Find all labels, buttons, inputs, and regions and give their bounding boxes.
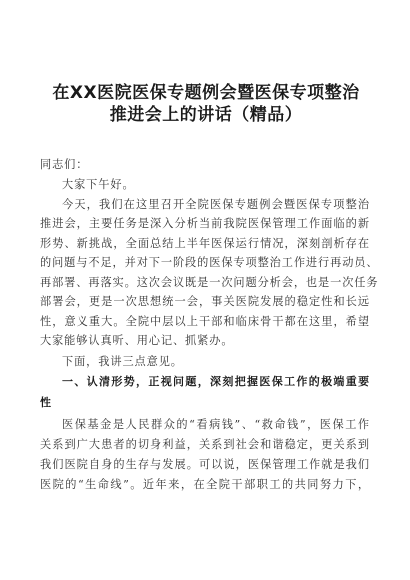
intro-line-7: 性，意义重大。全院中层以上干部和临床骨干都在这里，希望 — [40, 315, 370, 328]
intro-line-3: 形势、新挑战，全面总结上半年医保运行情况，深刻剖析存在 — [40, 237, 370, 250]
section-1-heading-line-2: 性 — [40, 396, 52, 409]
intro-line-2: 推进会，主要任务是深入分析当前我院医保管理工作面临的新 — [40, 217, 370, 230]
document-title-line-1: 在XX医院医保专题例会暨医保专项整治 — [52, 83, 360, 103]
greeting: 大家下午好。 — [62, 178, 135, 191]
section-1-heading-line-1: 一、认清形势，正视问题，深刻把握医保工作的极端重要 — [62, 375, 370, 388]
document-title-line-2: 推进会上的讲话（精品） — [109, 105, 303, 125]
intro-line-4: 的问题与不足，并对下一阶段的医保专项整治工作进行再动员、 — [40, 256, 379, 269]
intro-line-5: 再部署、再落实。这次会议既是一次问题分析会，也是一次任务 — [40, 276, 379, 289]
section-1-line-4: 医院的“生命线”。近年来，在全院干部职工的共同努力下， — [40, 478, 370, 491]
intro-line-8: 大家能够认真听、用心记、抓紧办。 — [40, 334, 234, 347]
section-1-line-2: 关系到广大患者的切身利益，关系到社会和谐稳定，更关系到 — [40, 438, 370, 451]
intro-line-1: 今天，我们在这里召开全院医保专题例会暨医保专项整治 — [62, 198, 370, 211]
salutation: 同志们： — [40, 158, 89, 171]
section-1-line-1: 医保基金是人民群众的“看病钱”、“救命钱”，医保工作 — [62, 418, 370, 431]
intro-line-6: 部署会，更是一次思想统一会，事关医院发展的稳定性和长远 — [40, 295, 370, 308]
transition-text: 下面，我讲三点意见。 — [62, 355, 183, 368]
section-1-line-3: 我们医院自身的生存与发展。可以说，医保管理工作就是我们 — [40, 458, 370, 471]
